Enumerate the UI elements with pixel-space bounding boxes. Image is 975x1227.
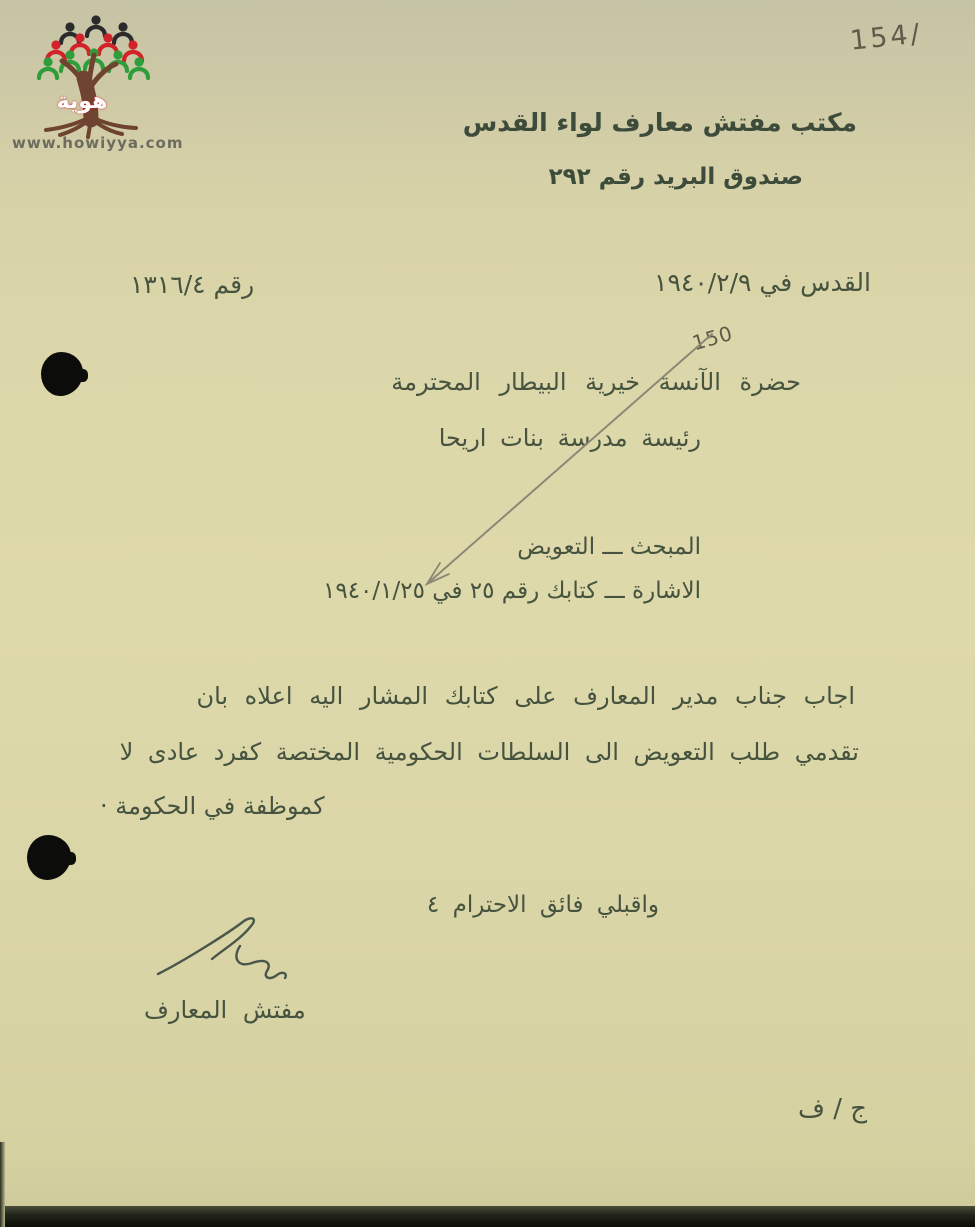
body-line-2: تقدمي طلب التعويض الى السلطات الحكومية المختصة كفرد عادى لا — [119, 738, 859, 766]
scan-edge-left — [0, 1142, 5, 1227]
recipient-title-line: رئيسة مدرسة بنات اريحا — [438, 424, 701, 452]
body-line-3: كموظفة في الحكومة · — [100, 792, 325, 820]
watermark-url: www.howiyya.com — [12, 134, 184, 152]
recipient-name-line: حضرة الآنسة خيرية البيطار المحترمة — [391, 368, 801, 396]
howiyya-logo — [18, 6, 168, 145]
scan-edge-bottom — [0, 1206, 975, 1227]
letterhead-pobox-line: صندوق البريد رقم ٢٩٢ — [548, 164, 803, 190]
signer-title: مفتش المعارف — [144, 996, 306, 1024]
subject-line: المبحث ـــ التعويض — [517, 534, 701, 560]
reference-number: رقم ١٣١٦/٤ — [130, 270, 255, 299]
closing-salutation: واقبلي فائق الاحترام ٤ — [426, 892, 659, 918]
hole-punch-bottom — [27, 835, 71, 880]
howiyya-wordmark: هوية — [56, 89, 108, 114]
archive-page-number: 154/ — [848, 18, 925, 57]
diagonal-pencil-line — [400, 318, 730, 607]
hole-punch-top — [41, 352, 83, 396]
date-line: القدس في ١٩٤٠/٢/٩ — [654, 268, 871, 297]
subject-reference-line: الاشارة ـــ كتابك رقم ٢٥ في ١٩٤٠/١/٢٥ — [323, 578, 701, 604]
howiyya-tree-icon — [18, 6, 168, 141]
letterhead-office-line: مكتب مفتش معارف لواء القدس — [462, 108, 857, 137]
signature-scribble — [150, 908, 310, 997]
clerk-initials: ج / ف — [798, 1094, 868, 1124]
pencil-note: 150 — [689, 320, 736, 356]
body-line-1: اجاب جناب مدير المعارف على كتابك المشار اليه اعلاه بان — [196, 682, 855, 710]
